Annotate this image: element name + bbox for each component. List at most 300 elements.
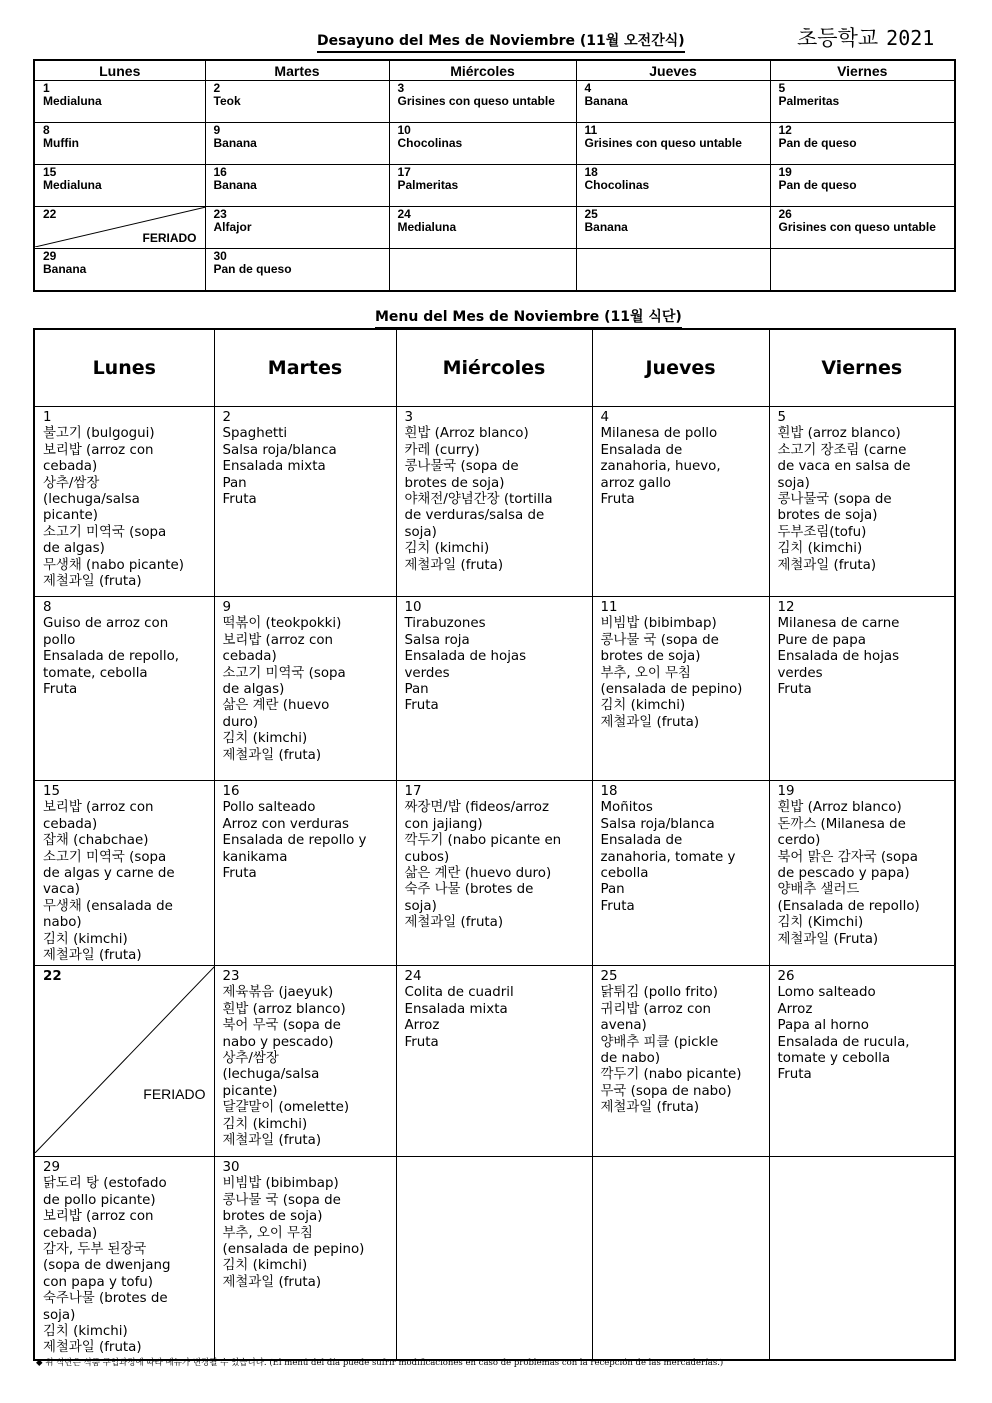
breakfast-item: Banana <box>43 262 87 276</box>
breakfast-item: Teok <box>213 94 241 108</box>
menu-item: 김치 (kimchi) <box>600 698 686 714</box>
menu-item: 깍두기 (nabo picante) <box>600 1067 742 1083</box>
day-number: 16 <box>222 784 240 799</box>
menu-item: Pollo salteado <box>222 800 316 816</box>
menu-item: 소고기 장조림 (carne <box>777 442 907 458</box>
day-header-lunes: Lunes <box>34 329 214 407</box>
day-number: 19 <box>777 784 795 799</box>
menu-item: 달걀말이 (omelette) <box>222 1100 350 1116</box>
menu-item: Moñitos <box>600 800 653 816</box>
day-number: 9 <box>213 123 221 137</box>
menu-item: de algas y carne de <box>43 866 175 882</box>
menu-item: 소고기 미역국 (sopa <box>43 849 167 865</box>
day-number: 1 <box>43 410 52 425</box>
menu-item: 불고기 (bulgogui) <box>43 426 155 442</box>
breakfast-cell <box>389 123 576 165</box>
breakfast-cell <box>34 207 205 249</box>
menu-item: 숙주나물 (brotes de <box>43 1291 168 1307</box>
menu-item: duro) <box>222 714 259 730</box>
menu-item: cerdo) <box>777 833 821 849</box>
lunch-cell <box>214 1157 396 1361</box>
menu-item: 김치 (kimchi) <box>222 731 308 747</box>
menu-item: 부추, 오이 무침 <box>222 1225 313 1241</box>
menu-item: 제철과일 (fruta) <box>43 948 142 964</box>
lunch-cell <box>396 597 592 781</box>
breakfast-item: Muffin <box>43 136 79 150</box>
day-number: 23 <box>213 207 227 221</box>
breakfast-item: Palmeritas <box>778 94 840 108</box>
menu-item: 흰밥 (Arroz blanco) <box>777 800 902 816</box>
holiday-label: FERIADO <box>143 1086 206 1102</box>
breakfast-cell <box>389 165 576 207</box>
menu-item: 귀리밥 (arroz con <box>600 1001 711 1017</box>
lunch-cell <box>769 781 955 966</box>
breakfast-item: Grisines con queso untable <box>397 94 555 108</box>
menu-item: Ensalada de <box>600 442 683 458</box>
menu-item: Papa al horno <box>777 1018 869 1034</box>
menu-item: 제철과일 (fruta) <box>222 1274 322 1290</box>
breakfast-cell <box>576 81 770 123</box>
breakfast-item: Palmeritas <box>397 178 459 192</box>
menu-item: 콩나물국 (sopa de <box>404 459 519 475</box>
day-number: 30 <box>213 249 227 263</box>
menu-item: picante) <box>43 508 98 524</box>
menu-item: Ensalada mixta <box>404 1001 508 1017</box>
lunch-cell <box>34 1157 214 1361</box>
menu-item: Tirabuzones <box>404 616 486 632</box>
menu-item: 숙주 나물 (brotes de <box>404 882 534 898</box>
menu-item: cebolla <box>600 866 649 882</box>
menu-item: avena) <box>600 1018 647 1034</box>
menu-item: Pure de papa <box>777 632 866 648</box>
lunch-cell <box>769 1157 955 1361</box>
menu-item: 김치 (Kimchi) <box>777 915 864 931</box>
lunch-row <box>34 597 955 781</box>
day-number: 8 <box>43 123 50 137</box>
school-name: 초등학교 <box>797 26 879 50</box>
menu-item: 북어 맑은 감자국 (sopa <box>777 849 918 865</box>
menu-item: 닭도리 탕 (estofado <box>43 1176 167 1192</box>
menu-item: Guiso de arroz con <box>43 616 169 632</box>
menu-item: 닭튀김 (pollo frito) <box>600 985 718 1001</box>
menu-item: verdes <box>777 665 823 681</box>
menu-item: 보리밥 (arroz con <box>43 1209 154 1225</box>
menu-item: Ensalada de hojas <box>404 649 527 665</box>
day-number: 15 <box>43 784 61 799</box>
day-header-viernes: Viernes <box>769 329 955 407</box>
menu-item: de algas) <box>222 682 285 698</box>
menu-item: Arroz <box>404 1018 440 1034</box>
menu-item: Spaghetti <box>222 426 288 442</box>
menu-item: 상추/쌈장 <box>43 475 100 491</box>
menu-item: Pan <box>404 682 429 698</box>
day-number: 17 <box>397 165 411 179</box>
day-header-miércoles: Miércoles <box>389 60 576 81</box>
menu-item: 제철과일 (Fruta) <box>777 931 879 947</box>
day-number: 5 <box>777 410 787 425</box>
menu-item: brotes de soja) <box>600 649 701 665</box>
lunch-cell <box>592 781 769 966</box>
menu-item: Fruta <box>43 682 78 698</box>
day-number: 23 <box>222 969 240 984</box>
breakfast-item: Medialuna <box>43 94 102 108</box>
day-header-jueves: Jueves <box>576 60 770 81</box>
day-number: 4 <box>600 410 610 425</box>
menu-item: 제철과일 (fruta) <box>43 574 142 590</box>
menu-item: de pollo picante) <box>43 1192 156 1208</box>
menu-item: 짜장면/밥 (fideos/arroz <box>404 800 549 816</box>
breakfast-row <box>34 249 955 292</box>
breakfast-cell <box>770 249 955 292</box>
menu-item: de algas) <box>43 541 105 557</box>
menu-item: Colita de cuadril <box>404 985 514 1001</box>
lunch-cell <box>769 966 955 1157</box>
menu-item: 비빔밥 (bibimbap) <box>222 1176 339 1192</box>
menu-item: soja) <box>43 1307 76 1323</box>
breakfast-row <box>34 165 955 207</box>
day-number: 11 <box>600 600 618 615</box>
breakfast-header-row <box>34 60 955 81</box>
menu-item: 양배추 피클 (pickle <box>600 1034 719 1050</box>
menu-item: Fruta <box>222 866 257 882</box>
menu-item: 양배추 샐러드 <box>777 882 860 898</box>
menu-item: 깍두기 (nabo picante en <box>404 833 562 849</box>
day-number: 30 <box>222 1160 240 1175</box>
menu-item: Lomo salteado <box>777 985 876 1001</box>
day-number: 10 <box>397 123 411 137</box>
menu-item: brotes de soja) <box>404 475 505 491</box>
menu-item: de pescado y papa) <box>777 866 910 882</box>
menu-item: Ensalada de repollo y <box>222 833 367 849</box>
lunch-cell <box>592 407 769 597</box>
menu-item: Salsa roja/blanca <box>600 816 715 832</box>
menu-item: soja) <box>777 475 810 491</box>
day-number: 22 <box>43 207 57 221</box>
menu-item: 제철과일 (fruta) <box>777 557 877 573</box>
menu-item: Pan <box>222 475 247 491</box>
menu-item: 제철과일 (fruta) <box>600 1100 700 1116</box>
menu-item: Salsa roja/blanca <box>222 442 337 458</box>
day-number: 17 <box>404 784 422 799</box>
menu-item: 김치 (kimchi) <box>222 1116 308 1132</box>
breakfast-item: Medialuna <box>397 220 457 234</box>
lunch-cell <box>396 781 592 966</box>
breakfast-cell <box>34 81 205 123</box>
lunch-header-row <box>34 329 955 407</box>
menu-item: 돈까스 (Milanesa de <box>777 816 906 832</box>
lunch-title: Menu del Mes de Noviembre (11월 식단) <box>375 306 682 329</box>
menu-item: 비빔밥 (bibimbap) <box>600 616 717 632</box>
day-number: 2 <box>222 410 232 425</box>
breakfast-item: Pan de queso <box>213 262 292 276</box>
day-number: 24 <box>404 969 422 984</box>
menu-item: 제육볶음 (jaeyuk) <box>222 985 334 1001</box>
menu-item: 제철과일 (fruta) <box>222 747 322 763</box>
menu-item: Salsa roja <box>404 632 470 648</box>
menu-item: 삶은 계란 (huevo <box>222 698 330 714</box>
lunch-cell <box>214 597 396 781</box>
menu-item: 카레 (curry) <box>404 442 480 458</box>
breakfast-cell <box>770 81 955 123</box>
menu-item: 김치 (kimchi) <box>777 541 863 557</box>
lunch-cell <box>396 1157 592 1361</box>
lunch-cell <box>214 781 396 966</box>
breakfast-cell <box>205 81 389 123</box>
menu-item: 무국 (sopa de nabo) <box>600 1083 732 1099</box>
day-number: 8 <box>43 600 52 615</box>
menu-item: Ensalada de repollo, <box>43 649 180 665</box>
menu-item: (ensalada de pepino) <box>222 1242 365 1258</box>
day-number: 15 <box>43 165 57 179</box>
breakfast-cell <box>576 249 770 292</box>
menu-item: Ensalada de <box>600 833 683 849</box>
menu-item: 보리밥 (arroz con <box>43 442 154 458</box>
menu-item: (ensalada de pepino) <box>600 682 743 698</box>
breakfast-item: Medialuna <box>43 178 102 192</box>
breakfast-row <box>34 123 955 165</box>
menu-item: 김치 (kimchi) <box>43 1324 128 1340</box>
day-header-martes: Martes <box>205 60 389 81</box>
day-header-miércoles: Miércoles <box>396 329 592 407</box>
day-header-martes: Martes <box>214 329 396 407</box>
breakfast-item: Grisines con queso untable <box>778 220 936 234</box>
holiday-label: FERIADO <box>142 231 197 245</box>
menu-item: Ensalada de hojas <box>777 649 900 665</box>
day-number: 18 <box>584 165 598 179</box>
menu-item: Fruta <box>222 492 257 508</box>
breakfast-item: Pan de queso <box>778 136 857 150</box>
day-number: 29 <box>43 249 57 263</box>
lunch-cell <box>34 597 214 781</box>
day-number: 3 <box>397 81 405 95</box>
lunch-cell <box>396 407 592 597</box>
breakfast-item: Chocolinas <box>584 178 650 192</box>
holiday-strike <box>35 966 214 1153</box>
school-label <box>797 22 934 52</box>
day-number: 1 <box>43 81 50 95</box>
menu-item: 김치 (kimchi) <box>43 931 128 947</box>
menu-item: 보리밥 (arroz con <box>43 800 154 816</box>
menu-item: 흰밥 (Arroz blanco) <box>404 426 529 442</box>
lunch-cell <box>34 966 214 1157</box>
breakfast-cell <box>205 123 389 165</box>
day-number: 26 <box>778 207 792 221</box>
lunch-cell <box>592 597 769 781</box>
breakfast-item: Banana <box>584 220 628 234</box>
menu-item: (Ensalada de repollo) <box>777 898 920 914</box>
menu-item: 야채전/양념간장 (tortilla <box>404 492 553 508</box>
menu-item: 김치 (kimchi) <box>404 541 490 557</box>
menu-item: Ensalada mixta <box>222 459 326 475</box>
menu-item: (lechuga/salsa <box>222 1067 320 1083</box>
menu-item: cubos) <box>404 849 450 865</box>
menu-item: 상추/쌈장 <box>222 1051 279 1067</box>
menu-item: vaca) <box>43 882 80 898</box>
menu-item: 제철과일 (fruta) <box>404 915 504 931</box>
lunch-row <box>34 1157 955 1361</box>
menu-item: 감자, 두부 된장국 <box>43 1242 147 1258</box>
menu-item: 제철과일 (fruta) <box>222 1133 322 1149</box>
menu-item: de nabo) <box>600 1051 661 1067</box>
day-header-jueves: Jueves <box>592 329 769 407</box>
menu-item: 제철과일 (fruta) <box>43 1340 142 1356</box>
menu-item: brotes de soja) <box>777 508 878 524</box>
menu-item: 삶은 계란 (huevo duro) <box>404 866 552 882</box>
menu-item: con jajiang) <box>404 816 483 832</box>
menu-item: Milanesa de carne <box>777 616 900 632</box>
menu-item: cebada) <box>43 816 98 832</box>
menu-item: cebada) <box>222 649 277 665</box>
menu-item: 잡채 (chabchae) <box>43 833 149 849</box>
breakfast-cell <box>770 123 955 165</box>
menu-item: de vaca en salsa de <box>777 459 911 475</box>
lunch-cell <box>769 597 955 781</box>
menu-item: 소고기 미역국 (sopa <box>222 665 346 681</box>
lunch-cell <box>396 966 592 1157</box>
menu-item: picante) <box>222 1083 278 1099</box>
lunch-cell <box>592 966 769 1157</box>
day-number: 12 <box>777 600 795 615</box>
breakfast-item: Banana <box>213 178 257 192</box>
menu-item: zanahoria, huevo, <box>600 459 721 475</box>
menu-item: Fruta <box>404 1034 439 1050</box>
menu-item: cebada) <box>43 1225 98 1241</box>
lunch-row <box>34 966 955 1157</box>
menu-item: 김치 (kimchi) <box>222 1258 308 1274</box>
breakfast-item: Alfajor <box>213 220 252 234</box>
menu-item: de verduras/salsa de <box>404 508 545 524</box>
menu-item: 무생채 (nabo picante) <box>43 557 184 573</box>
lunch-cell <box>34 407 214 597</box>
menu-item: 소고기 미역국 (sopa <box>43 524 167 540</box>
menu-item: kanikama <box>222 849 288 865</box>
menu-item: 떡볶이 (teokpokki) <box>222 616 342 632</box>
lunch-row <box>34 781 955 966</box>
breakfast-row <box>34 207 955 249</box>
breakfast-cell <box>205 165 389 207</box>
menu-item: Fruta <box>777 682 812 698</box>
menu-item: 제철과일 (fruta) <box>404 557 504 573</box>
lunch-cell <box>214 407 396 597</box>
school-year: 2021 <box>886 26 935 50</box>
menu-item: 흰밥 (arroz blanco) <box>222 1001 346 1017</box>
day-number: 5 <box>778 81 786 95</box>
menu-item: tomate, cebolla <box>43 665 148 681</box>
breakfast-row <box>34 81 955 123</box>
menu-item: tomate y cebolla <box>777 1051 891 1067</box>
menu-item: cebada) <box>43 459 98 475</box>
menu-item: Fruta <box>404 698 439 714</box>
menu-item: 제철과일 (fruta) <box>600 714 700 730</box>
menu-item: 콩나물 국 (sopa de <box>222 1192 341 1208</box>
breakfast-item: Grisines con queso untable <box>584 136 742 150</box>
menu-item: soja) <box>404 898 437 914</box>
day-number: 22 <box>43 969 62 984</box>
breakfast-cell <box>576 165 770 207</box>
menu-item: 콩나물 국 (sopa de <box>600 632 719 648</box>
menu-item: con papa y tofu) <box>43 1274 154 1290</box>
day-number: 25 <box>600 969 618 984</box>
day-header-lunes: Lunes <box>34 60 205 81</box>
menu-item: 부추, 오이 무침 <box>600 665 691 681</box>
menu-item: soja) <box>404 524 437 540</box>
breakfast-item: Chocolinas <box>397 136 463 150</box>
day-number: 26 <box>777 969 795 984</box>
breakfast-cell <box>205 207 389 249</box>
breakfast-table <box>33 59 956 292</box>
day-header-viernes: Viernes <box>770 60 955 81</box>
lunch-cell <box>214 966 396 1157</box>
day-number: 3 <box>404 410 414 425</box>
breakfast-item: Banana <box>213 136 257 150</box>
breakfast-cell <box>770 207 955 249</box>
day-number: 16 <box>213 165 227 179</box>
breakfast-cell <box>576 123 770 165</box>
menu-item: Ensalada de rucula, <box>777 1034 910 1050</box>
lunch-row <box>34 407 955 597</box>
menu-item: nabo y pescado) <box>222 1034 334 1050</box>
breakfast-cell <box>389 207 576 249</box>
day-number: 10 <box>404 600 422 615</box>
breakfast-item: Banana <box>584 94 628 108</box>
day-number: 12 <box>778 123 792 137</box>
menu-item: Arroz con verduras <box>222 816 350 832</box>
menu-item: 무생채 (ensalada de <box>43 898 173 914</box>
menu-item: Fruta <box>600 492 635 508</box>
menu-item: verdes <box>404 665 450 681</box>
menu-item: Pan <box>600 882 625 898</box>
menu-item: (sopa de dwenjang <box>43 1258 171 1274</box>
breakfast-cell <box>389 249 576 292</box>
menu-item: Milanesa de pollo <box>600 426 718 442</box>
day-number: 29 <box>43 1160 61 1175</box>
menu-item: 흰밥 (arroz blanco) <box>777 426 901 442</box>
breakfast-title: Desayuno del Mes de Noviembre (11월 오전간식) <box>317 30 685 53</box>
menu-item: nabo) <box>43 915 82 931</box>
breakfast-item: Pan de queso <box>778 178 857 192</box>
day-number: 25 <box>584 207 598 221</box>
menu-item: Arroz <box>777 1001 813 1017</box>
breakfast-cell <box>576 207 770 249</box>
breakfast-cell <box>34 123 205 165</box>
day-number: 11 <box>584 123 598 137</box>
lunch-cell <box>592 1157 769 1361</box>
day-number: 24 <box>397 207 411 221</box>
menu-item: zanahoria, tomate y <box>600 849 736 865</box>
menu-item: 북어 무국 (sopa de <box>222 1018 341 1034</box>
menu-item: Fruta <box>777 1067 812 1083</box>
lunch-table <box>33 328 956 1361</box>
menu-item: pollo <box>43 632 76 648</box>
footnote: ◆ 위 식단은 식품 구입과정에 따라 메뉴가 변경될 수 있습니다. (El menú del día puede sufrir modificaciones en caso de problemas con la recepción de las mercaderías.) <box>36 1358 724 1368</box>
day-number: 19 <box>778 165 792 179</box>
day-number: 4 <box>584 81 592 95</box>
breakfast-cell <box>34 165 205 207</box>
menu-item: 콩나물국 (sopa de <box>777 492 892 508</box>
day-number: 9 <box>222 600 232 615</box>
breakfast-cell <box>389 81 576 123</box>
lunch-cell <box>34 781 214 966</box>
menu-item: (lechuga/salsa <box>43 492 140 508</box>
menu-item: Fruta <box>600 898 635 914</box>
day-number: 18 <box>600 784 618 799</box>
menu-item: 두부조림(tofu) <box>777 524 867 540</box>
breakfast-cell <box>205 249 389 292</box>
lunch-cell <box>769 407 955 597</box>
breakfast-cell <box>34 249 205 292</box>
menu-item: 보리밥 (arroz con <box>222 632 333 648</box>
menu-item: brotes de soja) <box>222 1209 323 1225</box>
